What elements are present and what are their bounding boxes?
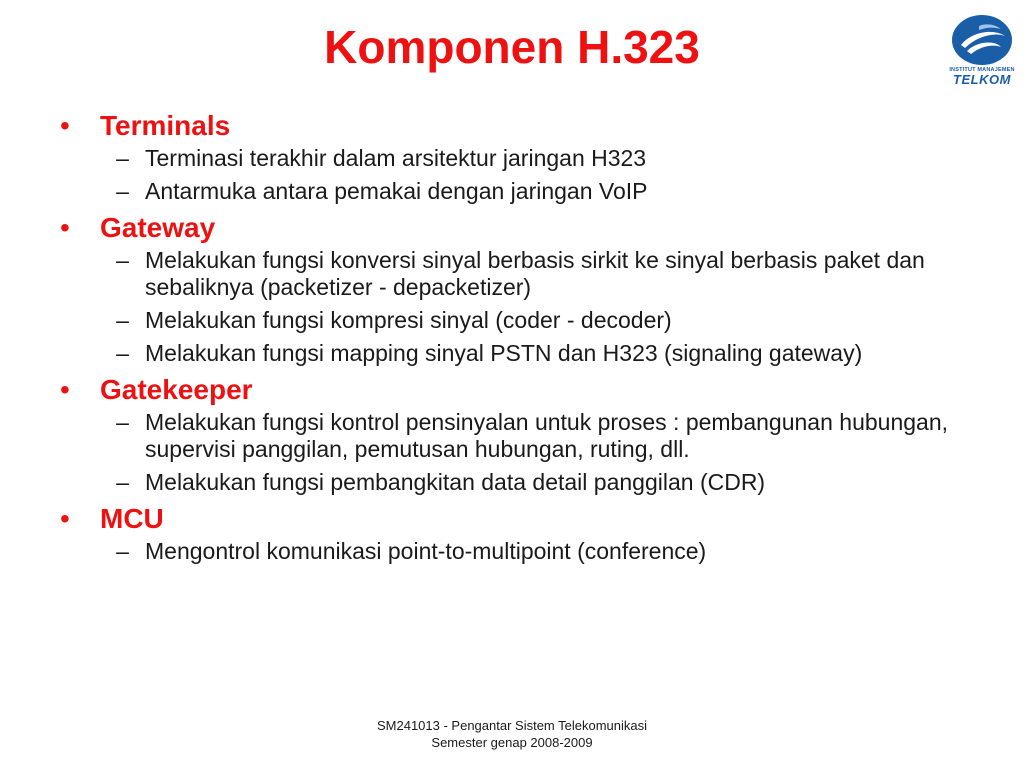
footer-semester: Semester genap 2008-2009: [431, 735, 593, 750]
topic-gateway: [60, 211, 960, 367]
sub-item-text: Melakukan fungsi kompresi sinyal (coder - decoder): [145, 307, 672, 333]
dash-icon: –: [116, 538, 129, 564]
sub-item: [100, 409, 960, 463]
sub-item: [100, 469, 960, 496]
sub-item: [100, 340, 960, 367]
dash-icon: –: [116, 409, 129, 435]
sub-item-text: Melakukan fungsi kontrol pensinyalan untuk proses : pembangunan hubungan, supervisi panggilan, pemutusan hubungan, ruting, dll.: [145, 409, 949, 462]
bullet-icon: •: [60, 110, 70, 141]
slide-title: Komponen H.323: [324, 21, 700, 73]
sub-item-text: Melakukan fungsi mapping sinyal PSTN dan H323 (signaling gateway): [145, 340, 863, 366]
sub-item-text: Mengontrol komunikasi point-to-multipoint (conference): [145, 538, 707, 564]
topic-mcu: [60, 502, 960, 565]
sub-item-text: Antarmuka antara pemakai dengan jaringan VoIP: [145, 178, 648, 204]
topic-title: MCU: [100, 503, 164, 534]
telkom-logo: [946, 14, 1018, 87]
sub-item-text: Terminasi terakhir dalam arsitektur jaringan H323: [145, 145, 647, 171]
sub-item: [100, 145, 960, 172]
footer-course: SM241013 - Pengantar Sistem Telekomunikasi: [376, 718, 648, 733]
dash-icon: –: [116, 178, 129, 204]
slide-footer: [0, 717, 1024, 751]
topic-terminals: [60, 109, 960, 205]
sub-item: [100, 178, 960, 205]
dash-icon: –: [116, 145, 129, 171]
sub-item-text: Melakukan fungsi konversi sinyal berbasis sirkit ke sinyal berbasis paket dan sebaliknya (packetizer - depacketizer): [145, 247, 925, 300]
sub-item-text: Melakukan fungsi pembangkitan data detail panggilan (CDR): [145, 469, 766, 495]
sub-item: [100, 307, 960, 334]
logo-brand-text: TELKOM: [953, 72, 1011, 87]
topic-title: Gateway: [100, 212, 216, 243]
sub-list: [100, 145, 960, 205]
sub-list: [100, 409, 960, 496]
topic-title: Terminals: [100, 110, 231, 141]
bullet-icon: •: [60, 212, 70, 243]
sub-item: [100, 538, 960, 565]
bullet-icon: •: [60, 503, 70, 534]
sub-list: [100, 538, 960, 565]
dash-icon: –: [116, 307, 129, 333]
dash-icon: –: [116, 340, 129, 366]
dash-icon: –: [116, 247, 129, 273]
topic-title: Gatekeeper: [100, 374, 253, 405]
bullet-list: [60, 105, 960, 571]
telkom-logo-icon: [951, 14, 1013, 66]
bullet-icon: •: [60, 374, 70, 405]
topic-gatekeeper: [60, 373, 960, 496]
dash-icon: –: [116, 469, 129, 495]
sub-list: [100, 247, 960, 367]
logo-institute-text: INSTITUT MANAJEMEN: [949, 67, 1015, 73]
sub-item: [100, 247, 960, 301]
